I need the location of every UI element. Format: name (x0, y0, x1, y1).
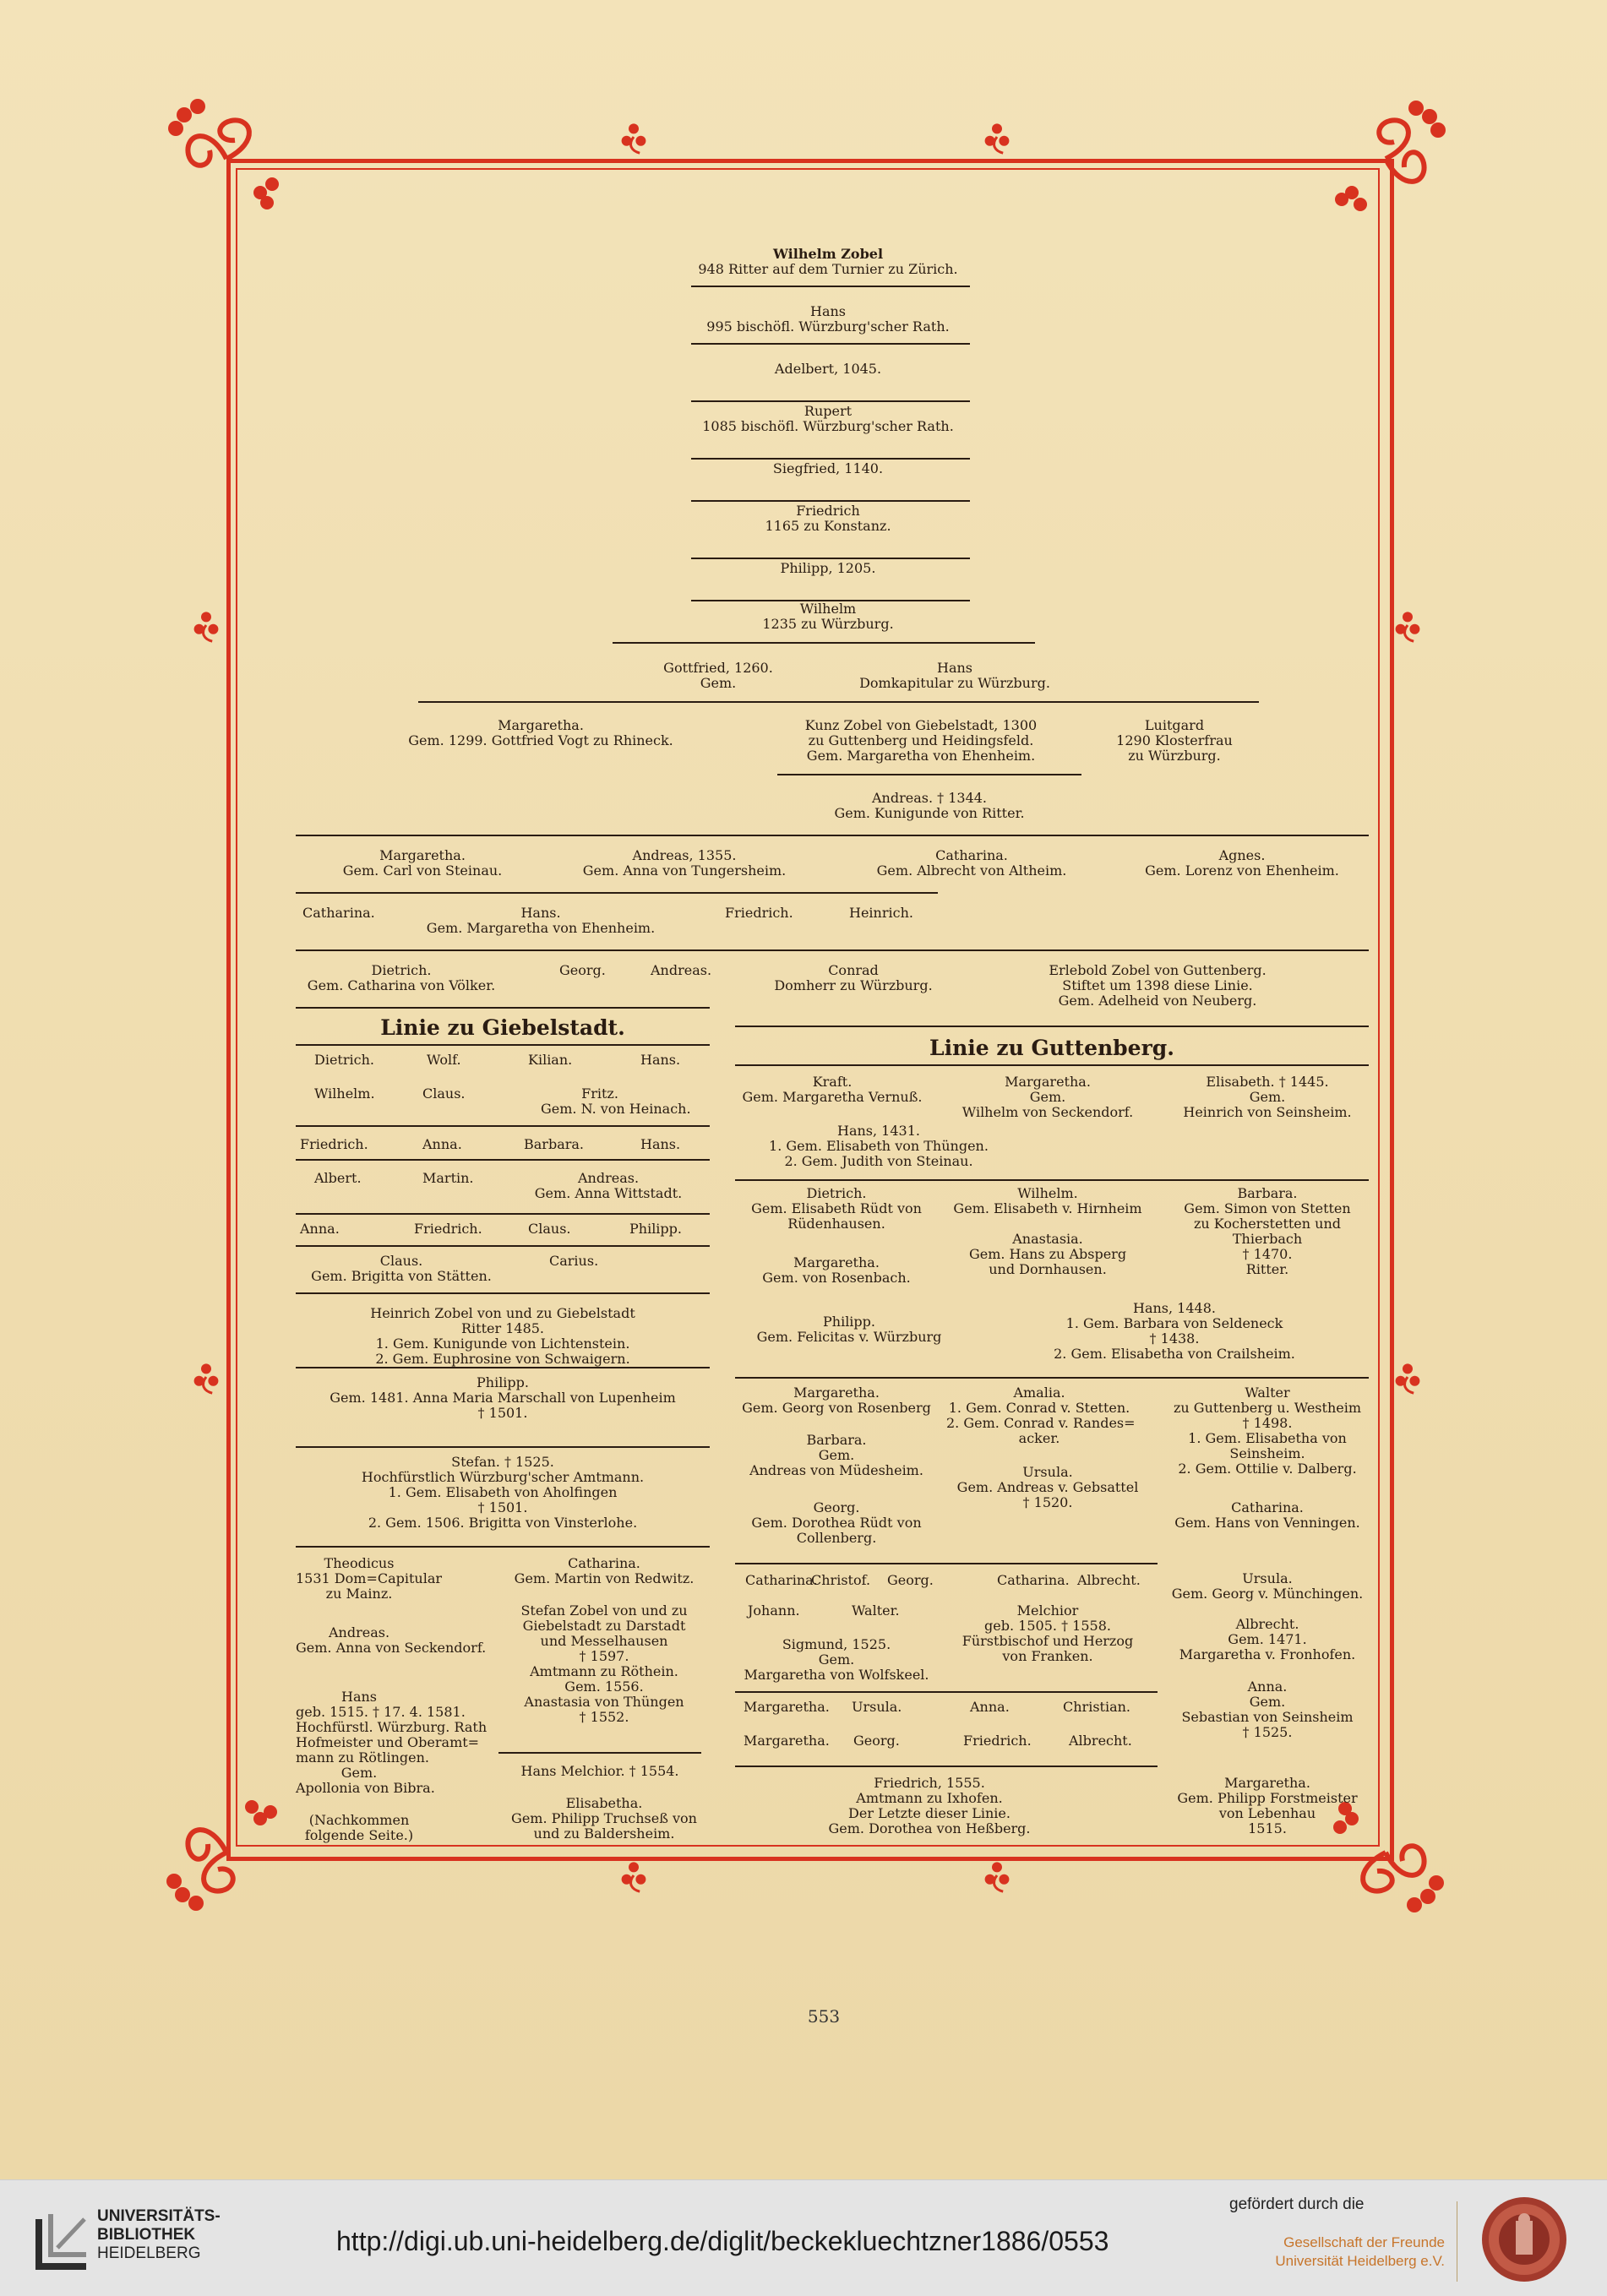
person-name: Margaretha. (379, 847, 466, 863)
person-name: Georg. (887, 1572, 934, 1588)
person-name: Friedrich. (414, 1221, 482, 1237)
generation-line (418, 701, 1259, 703)
person-detail: 995 bischöfl. Würzburg'scher Rath. (706, 318, 950, 335)
person-detail: Anastasia von Thüngen (524, 1694, 684, 1710)
person-name: (Nachkommen (308, 1812, 410, 1828)
person-name: Wilhelm Zobel (772, 246, 884, 262)
library-name (97, 2207, 221, 2263)
person-name: Andreas. (651, 962, 712, 978)
person-name: Friedrich. (963, 1733, 1032, 1749)
person-detail: Stiftet um 1398 diese Linie. (1062, 977, 1253, 993)
person-detail: Heinrich von Seinsheim. (1183, 1104, 1352, 1120)
person-detail: Rüdenhausen. (787, 1216, 885, 1232)
person-name: Andreas. (577, 1170, 640, 1186)
page-number: 553 (807, 2006, 841, 2027)
person-name: Claus. (528, 1221, 571, 1237)
generation-line (691, 400, 970, 402)
person-detail: zu Guttenberg und Heidingsfeld. (808, 732, 1034, 748)
floral-ornament-icon (613, 1855, 654, 1896)
person-name: Catharina. (745, 1572, 818, 1588)
person-name: Margaretha. (793, 1254, 880, 1270)
line-title: Linie zu Giebelstadt. (380, 1015, 625, 1040)
person-detail: Gem. Elisabeth Rüdt von (751, 1200, 922, 1216)
corner-scroll-bottom-left-icon (159, 1785, 294, 1920)
person-name: Albert. (314, 1170, 362, 1186)
person-name: Albrecht. (1235, 1616, 1299, 1632)
person-detail: 2. Gem. Conrad v. Randes= (946, 1415, 1136, 1431)
generation-line (296, 1213, 710, 1215)
generation-line (296, 835, 1369, 836)
person-detail: Gem. (700, 675, 737, 691)
person-name: Catharina. (302, 905, 375, 921)
person-detail: 1. Gem. Elisabeth von Thüngen. (769, 1138, 989, 1154)
person-detail: 2. Gem. Euphrosine von Schwaigern. (375, 1351, 630, 1367)
person-detail: Giebelstadt zu Darstadt (522, 1618, 686, 1634)
person-name: Margaretha. (744, 1733, 830, 1749)
person-detail: † 1470. (1242, 1246, 1293, 1262)
person-detail: Gem. Felicitas v. Würzburg (756, 1329, 942, 1345)
person-detail: † 1438. (1149, 1330, 1200, 1347)
person-detail: 2. Gem. Ottilie v. Dalberg. (1178, 1461, 1357, 1477)
person-detail: † 1520. (1022, 1494, 1073, 1510)
person-name: Christof. (811, 1572, 871, 1588)
person-name: Dietrich. (371, 962, 432, 978)
person-detail: Gem. Elisabeth v. Hirnheim (953, 1200, 1142, 1216)
person-name: Margaretha. (1224, 1775, 1310, 1791)
person-name: Fritz. (581, 1085, 618, 1102)
person-name: Stefan Zobel von und zu (520, 1602, 688, 1619)
person-detail: Gem. Hans von Venningen. (1174, 1515, 1360, 1531)
person-name: Gottfried, 1260. (663, 660, 773, 676)
person-detail: acker. (1018, 1430, 1060, 1446)
person-detail: und zu Baldersheim. (533, 1825, 675, 1842)
person-name: Philipp. (477, 1374, 529, 1390)
person-detail: und Messelhausen (540, 1633, 668, 1649)
library-name-line: HEIDELBERG (97, 2244, 201, 2262)
person-name: Margaretha. (793, 1385, 880, 1401)
section-rule (735, 1064, 1369, 1066)
person-detail: 1515. (1248, 1820, 1287, 1836)
person-detail: † 1501. (477, 1499, 528, 1515)
person-detail: 1. Gem. Kunigunde von Lichtenstein. (375, 1336, 630, 1352)
person-detail: mann zu Rötlingen. (296, 1749, 429, 1766)
person-name: Siegfried, 1140. (772, 460, 884, 476)
person-name: Elisabeth. † 1445. (1206, 1074, 1329, 1090)
person-detail: 2. Gem. 1506. Brigitta von Vinsterlohe. (368, 1515, 638, 1531)
generation-line (498, 1752, 701, 1754)
person-detail: Gem. Anna Wittstadt. (534, 1185, 683, 1201)
person-name: Heinrich Zobel von und zu Giebelstadt (370, 1305, 635, 1321)
generation-line (735, 1563, 1158, 1564)
person-name: Barbara. (1237, 1185, 1298, 1201)
person-detail: Gem. Martin von Redwitz. (514, 1570, 695, 1586)
person-detail: Ritter 1485. (460, 1320, 545, 1336)
person-name: Catharina. (997, 1572, 1070, 1588)
generation-line (691, 558, 970, 559)
person-name: Anna. (300, 1221, 340, 1237)
person-name: Georg. (853, 1733, 900, 1749)
generation-line (296, 1159, 710, 1161)
person-detail: Gem. (818, 1447, 855, 1463)
person-name: Melchior (1016, 1602, 1079, 1619)
floral-ornament-icon (1387, 605, 1428, 645)
generation-line (691, 343, 970, 345)
person-detail: Gem. Catharina von Völker. (307, 977, 496, 993)
person-detail: Collenberg. (796, 1530, 877, 1546)
person-detail: Gem. Anna von Seckendorf. (296, 1640, 487, 1656)
person-name: Barbara. (806, 1432, 867, 1448)
person-detail: zu Kocherstetten und (1193, 1216, 1342, 1232)
person-name: Catharina. (568, 1555, 640, 1571)
person-detail: Gem. Simon von Stetten (1184, 1200, 1351, 1216)
person-name: Heinrich. (849, 905, 913, 921)
person-name: Walter. (852, 1602, 900, 1619)
sponsor-line: Gesellschaft der Freunde (1283, 2234, 1445, 2250)
sponsor-line: Universität Heidelberg e.V. (1275, 2253, 1445, 2269)
person-name: Elisabetha. (565, 1795, 643, 1811)
person-detail: Gem. Lorenz von Ehenheim. (1145, 862, 1339, 879)
person-detail: Domherr zu Würzburg. (774, 977, 933, 993)
generation-line (296, 1245, 710, 1247)
person-detail: 1. Gem. Barbara von Seldeneck (1065, 1315, 1283, 1331)
sponsor-name (1246, 2233, 1445, 2271)
person-name: Christian. (1063, 1699, 1130, 1715)
person-detail: Seinsheim. (1229, 1445, 1305, 1461)
person-detail: Apollonia von Bibra. (296, 1780, 435, 1796)
person-detail: Domkapitular zu Würzburg. (859, 675, 1050, 691)
person-detail: Gem. Carl von Steinau. (342, 862, 503, 879)
person-name: Margaretha. (744, 1699, 830, 1715)
section-rule (296, 1044, 710, 1046)
person-detail: 1. Gem. Conrad v. Stetten. (948, 1400, 1130, 1416)
person-name: Dietrich. (806, 1185, 867, 1201)
person-detail: Fürstbischof und Herzog (961, 1633, 1134, 1649)
generation-line (296, 1292, 710, 1294)
person-name: Friedrich. (725, 905, 793, 921)
person-name: Ursula. (1022, 1464, 1073, 1480)
person-detail: zu Mainz. (325, 1586, 393, 1602)
person-name: Hans. (520, 905, 561, 921)
generation-line (735, 1766, 1158, 1767)
person-name: Rupert (804, 403, 853, 419)
person-name: Hans. (640, 1052, 681, 1068)
funded-by-label: gefördert durch die (1229, 2195, 1365, 2213)
person-detail: Thierbach (1232, 1231, 1303, 1247)
person-name: Hans (936, 660, 972, 676)
floral-ornament-icon (613, 117, 654, 157)
person-name: 948 Ritter auf dem Turnier zu Zürich. (698, 261, 958, 277)
library-logo-icon (32, 2211, 93, 2272)
person-detail: Gem. 1556. (564, 1678, 644, 1695)
person-name: Hans, 1431. (837, 1123, 920, 1139)
generation-line (735, 1377, 1369, 1379)
person-name: Claus. (422, 1085, 466, 1102)
person-name: Agnes. (1218, 847, 1266, 863)
person-detail: Gem. Anna von Tungersheim. (582, 862, 787, 879)
person-detail: Gem. (1029, 1089, 1066, 1105)
person-detail: von Franken. (1002, 1648, 1093, 1664)
person-detail: † 1525. (1242, 1724, 1293, 1740)
floral-ornament-icon (1387, 1357, 1428, 1397)
person-detail: † 1552. (579, 1709, 629, 1725)
person-detail: zu Würzburg. (1128, 748, 1221, 764)
person-name: Hans (340, 1689, 377, 1705)
person-detail: Gem. (1249, 1089, 1286, 1105)
generation-line (296, 1125, 710, 1127)
person-detail: Hochfürstl. Würzburg. Rath (296, 1719, 488, 1735)
person-name: Albrecht. (1069, 1733, 1132, 1749)
person-name: Georg. (813, 1499, 860, 1515)
person-name: Hans, 1448. (1133, 1300, 1216, 1316)
person-name: Andreas. (328, 1624, 390, 1640)
person-name: Amalia. (1013, 1385, 1065, 1401)
library-name-line: UNIVERSITÄTS- (97, 2207, 221, 2225)
person-name: Friedrich. (300, 1136, 368, 1152)
person-detail: Gem. (1249, 1694, 1286, 1710)
person-detail: Gem. Dorothea Rüdt von (751, 1515, 922, 1531)
floral-ornament-icon (186, 605, 226, 645)
person-detail: 1. Gem. Elisabeth von Aholfingen (388, 1484, 618, 1500)
person-detail: Margaretha v. Fronhofen. (1179, 1646, 1356, 1662)
person-detail: Gem. (340, 1765, 378, 1781)
generation-line (296, 1446, 710, 1448)
library-name-line: BIBLIOTHEK (97, 2226, 196, 2244)
person-detail: Gem. Hans zu Absperg (968, 1246, 1127, 1262)
person-name: Martin. (422, 1170, 474, 1186)
person-detail: Amtmann zu Ixhofen. (856, 1790, 1003, 1806)
person-name: Theodicus (324, 1555, 395, 1571)
person-name: Adelbert, 1045. (774, 361, 882, 377)
person-name: Catharina. (935, 847, 1008, 863)
person-detail: † 1597. (579, 1648, 629, 1664)
person-name: Philipp. (629, 1221, 682, 1237)
person-detail: Gem. Albrecht von Altheim. (876, 862, 1067, 879)
person-detail: Hofmeister und Oberamt= (296, 1734, 480, 1750)
person-name: Margaretha. (1005, 1074, 1091, 1090)
person-detail: Gem. 1481. Anna Maria Marschall von Lupenheim (330, 1390, 676, 1406)
person-name: Philipp, 1205. (780, 560, 876, 576)
person-detail: Gem. von Rosenbach. (762, 1270, 911, 1286)
person-detail: Gem. N. von Heinach. (541, 1101, 691, 1117)
person-detail: 1085 bischöfl. Würzburg'scher Rath. (702, 418, 954, 434)
person-detail: Gem. Margaretha Vernuß. (742, 1089, 923, 1105)
generation-line (691, 458, 970, 460)
generation-line (296, 1367, 710, 1368)
person-detail: Gem. Philipp Truchseß von (511, 1810, 697, 1826)
person-detail: Wilhelm von Seckendorf. (961, 1104, 1134, 1120)
generation-line (735, 1691, 1158, 1693)
person-detail: 1235 zu Würzburg. (762, 616, 894, 632)
person-detail: 1165 zu Konstanz. (765, 518, 891, 534)
floral-ornament-icon (977, 1855, 1017, 1896)
person-detail: geb. 1505. † 1558. (984, 1618, 1111, 1634)
person-detail: † 1501. (477, 1405, 528, 1421)
person-detail: Gem. Margaretha von Ehenheim. (426, 920, 656, 936)
person-detail: Gem. Margaretha von Ehenheim. (806, 748, 1036, 764)
person-detail: † 1498. (1242, 1415, 1293, 1431)
person-detail: Gem. Philipp Forstmeister (1177, 1790, 1358, 1806)
person-detail: Gem. Kunigunde von Ritter. (834, 805, 1025, 821)
person-detail: geb. 1515. † 17. 4. 1581. (296, 1704, 466, 1720)
person-detail: Amtmann zu Röthein. (530, 1663, 678, 1679)
person-name: Friedrich (796, 503, 860, 519)
person-name: Wolf. (427, 1052, 461, 1068)
person-detail: Der Letzte dieser Linie. (848, 1805, 1011, 1821)
generation-line (296, 892, 938, 894)
person-name: Carius. (549, 1253, 599, 1269)
person-name: Erlebold Zobel von Guttenberg. (1049, 962, 1267, 978)
person-detail: Margaretha von Wolfskeel. (744, 1667, 929, 1683)
person-name: Luitgard (1144, 717, 1205, 733)
generation-line (296, 949, 1369, 951)
person-detail: Gem. Brigitta von Stätten. (311, 1268, 492, 1284)
generation-line (296, 1546, 710, 1548)
section-rule (735, 1026, 1369, 1027)
person-name: Barbara. (524, 1136, 584, 1152)
person-name: Catharina. (1231, 1499, 1304, 1515)
generation-line (777, 774, 1081, 775)
person-detail: Andreas von Müdesheim. (749, 1462, 923, 1478)
person-name: Johann. (748, 1602, 800, 1619)
person-name: Philipp. (823, 1314, 875, 1330)
footer-bar (0, 2179, 1607, 2296)
section-rule (296, 1007, 710, 1009)
generation-line (613, 642, 1035, 644)
floral-ornament-icon (977, 117, 1017, 157)
person-detail: und Dornhausen. (989, 1261, 1107, 1277)
person-name: Ursula. (1242, 1570, 1293, 1586)
person-name: Claus. (379, 1253, 423, 1269)
person-name: Margaretha. (498, 717, 584, 733)
person-detail: Gem. Adelheid von Neuberg. (1058, 993, 1257, 1009)
person-name: Andreas, 1355. (632, 847, 737, 863)
person-detail: 1290 Klosterfrau (1116, 732, 1233, 748)
person-name: Hans Melchior. † 1554. (520, 1763, 679, 1779)
person-detail: zu Guttenberg u. Westheim (1173, 1400, 1361, 1416)
person-name: Wilhelm. (1017, 1185, 1078, 1201)
person-detail: 1531 Dom=Capitular (296, 1570, 443, 1586)
person-name: Stefan. † 1525. (451, 1454, 554, 1470)
person-name: Dietrich. (314, 1052, 374, 1068)
person-name: Conrad (828, 962, 879, 978)
corner-scroll-top-left-icon (159, 91, 294, 226)
person-detail: 2. Gem. Judith von Steinau. (784, 1153, 973, 1169)
person-detail: Ritter. (1245, 1261, 1289, 1277)
person-name: Sigmund, 1525. (782, 1636, 891, 1652)
person-name: Andreas. † 1344. (871, 790, 988, 806)
person-name: Kraft. (812, 1074, 853, 1090)
person-name: Wilhelm (799, 601, 857, 617)
person-name: Anna. (422, 1136, 462, 1152)
person-detail: Gem. 1471. (1228, 1631, 1307, 1647)
person-name: Anna. (1247, 1678, 1288, 1695)
generation-line (691, 286, 970, 287)
person-detail: Gem. (818, 1651, 855, 1668)
person-name: Albrecht. (1077, 1572, 1141, 1588)
person-detail: Gem. Georg von Rosenberg (742, 1400, 931, 1416)
person-detail: folgende Seite.) (304, 1827, 414, 1843)
person-name: Anna. (970, 1699, 1010, 1715)
person-name: Hans. (640, 1136, 681, 1152)
person-name: Friedrich, 1555. (874, 1775, 985, 1791)
person-name: Kunz Zobel von Giebelstadt, 1300 (804, 717, 1038, 733)
person-detail: Gem. Dorothea von Heßberg. (828, 1820, 1031, 1836)
university-seal-icon (1480, 2195, 1568, 2283)
person-name: Hans (809, 303, 846, 319)
floral-ornament-icon (186, 1357, 226, 1397)
person-name: Wilhelm. (314, 1085, 375, 1102)
generation-line (735, 1179, 1369, 1181)
person-name: Anastasia. (1012, 1231, 1083, 1247)
permalink-url[interactable]: http://digi.ub.uni-heidelberg.de/diglit/beckekluechtzner1886/0553 (336, 2226, 1109, 2256)
person-detail: 2. Gem. Elisabetha von Crailsheim. (1054, 1346, 1295, 1362)
generation-line (691, 500, 970, 502)
person-name: Kilian. (528, 1052, 573, 1068)
line-title: Linie zu Guttenberg. (929, 1036, 1174, 1060)
person-detail: Hochfürstlich Würzburg'scher Amtmann. (361, 1469, 645, 1485)
person-detail: Gem. 1299. Gottfried Vogt zu Rhineck. (408, 732, 673, 748)
person-name: Georg. (559, 962, 606, 978)
person-detail: von Lebenhau (1218, 1805, 1316, 1821)
person-detail: Sebastian von Seinsheim (1181, 1709, 1354, 1725)
person-name: Walter (1245, 1385, 1290, 1401)
corner-scroll-top-right-icon (1318, 91, 1453, 226)
person-detail: Gem. Andreas v. Gebsattel (956, 1479, 1139, 1495)
person-detail: Gem. Georg v. Münchingen. (1171, 1586, 1364, 1602)
person-name: Ursula. (852, 1699, 902, 1715)
person-detail: 1. Gem. Elisabetha von (1188, 1430, 1347, 1446)
